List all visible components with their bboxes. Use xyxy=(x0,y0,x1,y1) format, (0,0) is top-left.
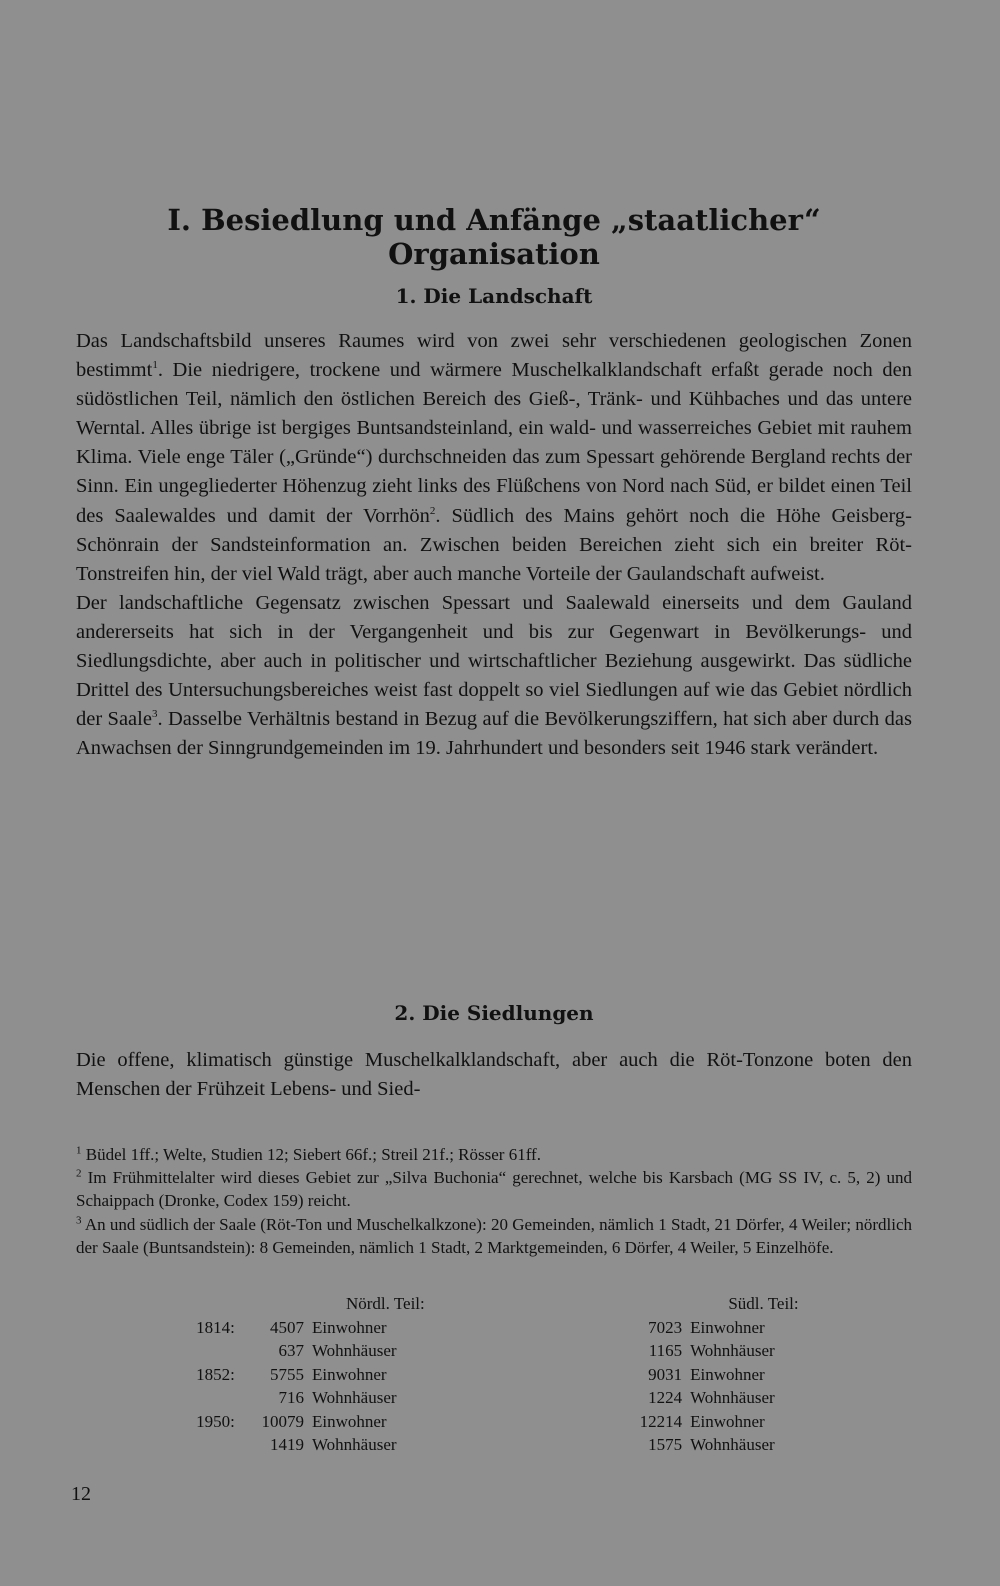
footnote-text: An und südlich der Saale (Röt-Ton und Muschelkalkzone): 20 Gemeinden, nämlich 1 Stadt, 21 Dörfer, 4 Weiler; nördlich der Saale (Buntsandstein): 8 Gemeinden, nämlich 1 Stadt, 2 Marktgemeinden, 6 Dörfer, 4 Weiler, 5 Einzelhöfe. xyxy=(76,1214,912,1257)
south-label: Einwohner xyxy=(690,1364,765,1384)
footnote-3 xyxy=(76,1213,912,1259)
footnote-mark: 3 xyxy=(76,1213,82,1226)
south-label: Einwohner xyxy=(690,1411,765,1431)
north-value: 716 xyxy=(278,1388,304,1407)
paragraph-text: . Dasselbe Verhältnis bestand in Bezug auf die Bevölkerungsziffern, hat sich aber durch das Anwachsen der Sinngrundgemeinden im 19. Jahrhundert und besonders seit 1946 stark verändert. xyxy=(76,708,912,760)
north-value: 637 xyxy=(278,1341,304,1360)
footnote-ref: 1 xyxy=(152,359,158,372)
footnote-2 xyxy=(76,1166,912,1212)
paragraph-text: Der landschaftliche Gegensatz zwischen Spessart und Saalewald einerseits und dem Gauland andererseits hat sich in der Vergangenheit und bis zur Gegenwart in Bevölkerungs- und Siedlungsdichte, aber auch in politischer und wirtschaftlicher Beziehung ausgewirkt. Das südliche Drittel des Untersuchungsbereiches weist fast doppelt so viel Siedlungen auf wie das Gebiet nördlich der Saale xyxy=(76,591,912,731)
footnote-text: Im Frühmittelalter wird dieses Gebiet zur „Silva Buchonia“ gerechnet, welche bis Karsbach (MG SS IV, c. 5, 2) und Schaippach (Dronke, Codex 159) reicht. xyxy=(76,1168,912,1211)
north-label: Einwohner xyxy=(312,1317,387,1337)
table-row xyxy=(164,1433,912,1457)
south-value: 1575 xyxy=(648,1435,683,1454)
footnote-ref: 2 xyxy=(429,504,436,517)
north-label: Einwohner xyxy=(312,1411,387,1431)
year-cell: 1950: xyxy=(196,1411,235,1431)
year-cell: 1814: xyxy=(196,1317,235,1337)
population-table xyxy=(164,1292,912,1457)
north-value: 4507 xyxy=(270,1317,304,1337)
table-row xyxy=(164,1363,912,1387)
table-row xyxy=(164,1316,912,1340)
table-row xyxy=(164,1339,912,1363)
header-south: Südl. Teil: xyxy=(728,1294,799,1313)
paragraph: Die offene, klimatisch günstige Muschelkalklandschaft, aber auch die Röt-Tonzone boten den Menschen der Frühzeit Lebens- und Sied- xyxy=(76,1049,912,1101)
north-label: Einwohner xyxy=(312,1364,387,1384)
year-cell xyxy=(164,1339,237,1363)
paragraph-text: . Die niedrigere, trockene und wärmere Muschelkalklandschaft erfaßt gerade noch den südöstlichen Teil, nämlich den östlichen Bereich des Gieß-, Tränk- und Kühbaches und das untere Werntal. Alles übrige ist bergiges Buntsandsteinland, ein wald- und wasserreiches Gebiet mit rauhem Klima. Viele enge Täler („Gründe“) durchschneiden das zum Spessart gehörende Bergland rechts der Sinn. Ein ungegliederter Höhenzug zieht links des Flüßchens von Nord nach Süd, er bildet einen Teil des Saalewaldes und damit der Vorrhön xyxy=(76,359,912,527)
paragraph-text: . Südlich des Mains gehört noch die Höhe Geisberg-Schönrain der Sandsteinformation an. Zwischen beiden Bereichen zieht sich ein breiter Röt-Tonstreifen hin, der viel Wald trägt, aber auch manche Vorteile der Gaulandschaft aufweist. xyxy=(76,504,912,585)
north-value: 5755 xyxy=(270,1364,304,1384)
footnote-mark: 1 xyxy=(76,1144,82,1157)
table-header-row xyxy=(164,1292,912,1316)
table-row xyxy=(164,1410,912,1434)
south-label: Einwohner xyxy=(690,1317,765,1337)
paragraph-text: Das Landschaftsbild unseres Raumes wird von zwei sehr verschiedenen geologischen Zonen bestimmt xyxy=(76,330,912,382)
north-label: Wohnhäuser xyxy=(312,1435,397,1454)
south-value: 7023 xyxy=(648,1317,683,1337)
section-title-siedlungen: 2. Die Siedlungen xyxy=(394,1001,594,1025)
year-cell: 1852: xyxy=(196,1364,235,1384)
table-row xyxy=(164,1386,912,1410)
header-north: Nördl. Teil: xyxy=(345,1294,425,1313)
south-label: Wohnhäuser xyxy=(690,1388,775,1407)
section-landschaft-body xyxy=(76,327,912,763)
north-label: Wohnhäuser xyxy=(312,1388,397,1407)
section-siedlungen-body xyxy=(76,1046,912,1104)
south-label: Wohnhäuser xyxy=(690,1435,775,1454)
footnote-text: Büdel 1ff.; Welte, Studien 12; Siebert 66f.; Streil 21f.; Rösser 61ff. xyxy=(81,1145,541,1164)
paragraph xyxy=(76,327,912,589)
south-value: 1224 xyxy=(648,1388,683,1407)
year-cell xyxy=(164,1386,237,1410)
chapter-title: I. Besiedlung und Anfänge „staatlicher“ Organisation xyxy=(167,203,821,271)
footnote-mark: 2 xyxy=(76,1167,82,1180)
footnotes xyxy=(76,1143,912,1259)
year-cell xyxy=(164,1433,237,1457)
north-value: 10079 xyxy=(261,1411,304,1431)
north-label: Wohnhäuser xyxy=(312,1341,397,1360)
footnote-ref: 3 xyxy=(151,708,158,721)
south-label: Wohnhäuser xyxy=(690,1341,775,1360)
section-title-landschaft: 1. Die Landschaft xyxy=(395,284,593,308)
page-number: 12 xyxy=(71,1483,91,1505)
south-value: 12214 xyxy=(639,1411,683,1431)
south-value: 1165 xyxy=(648,1341,683,1360)
paragraph xyxy=(76,589,912,764)
footnote-1 xyxy=(76,1143,912,1166)
north-value: 1419 xyxy=(270,1435,304,1454)
south-value: 9031 xyxy=(648,1364,683,1384)
